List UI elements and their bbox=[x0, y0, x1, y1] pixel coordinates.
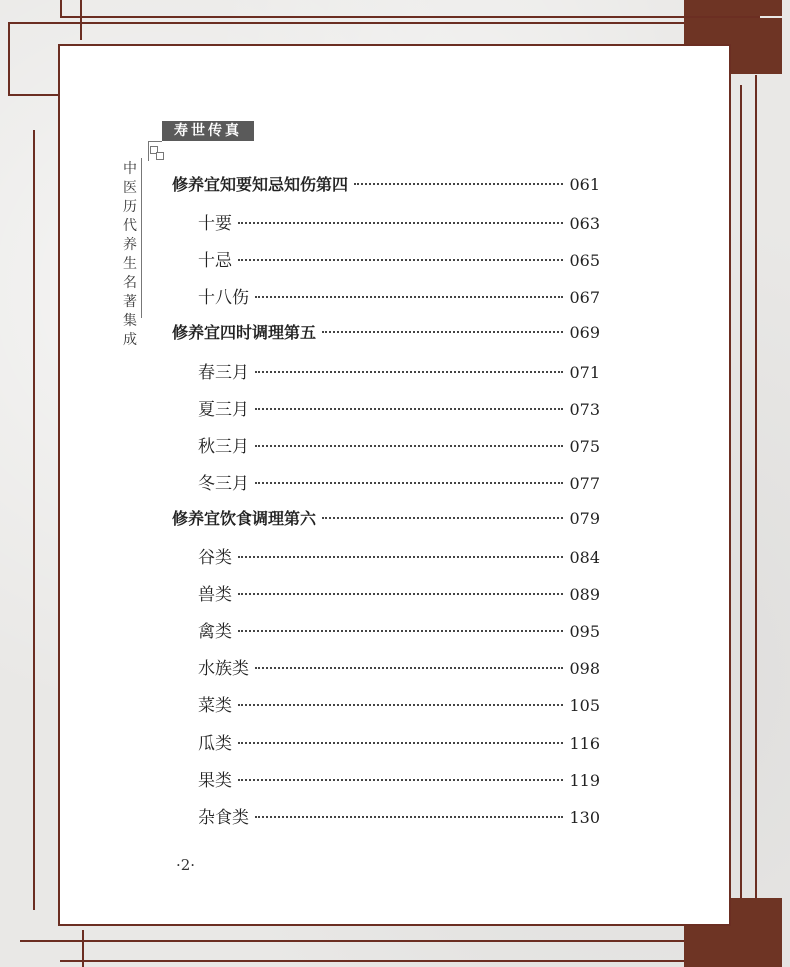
toc-entry-page: 089 bbox=[569, 585, 600, 605]
toc-section-row[interactable] bbox=[198, 246, 600, 270]
frame-line bbox=[8, 22, 10, 96]
toc-entry-page: 077 bbox=[569, 473, 600, 493]
toc-chapter-row[interactable] bbox=[172, 172, 600, 196]
toc-leader-dots bbox=[255, 445, 563, 447]
toc-entry-title: 十要 bbox=[198, 214, 232, 235]
toc-entry-title: 瓜类 bbox=[198, 733, 232, 754]
toc-leader-dots bbox=[255, 667, 563, 669]
tag-connector-box bbox=[156, 152, 164, 160]
toc-entry-page: 098 bbox=[569, 659, 600, 679]
toc-leader-dots bbox=[238, 593, 563, 595]
toc-entry-page: 071 bbox=[569, 362, 600, 382]
frame-line bbox=[60, 960, 760, 962]
toc-section-row[interactable] bbox=[198, 654, 600, 678]
toc-leader-dots bbox=[255, 482, 563, 484]
toc-entry-page: 119 bbox=[569, 770, 600, 790]
toc-section-row[interactable] bbox=[198, 729, 600, 753]
toc-entry-page: 073 bbox=[569, 399, 600, 419]
toc-section-row[interactable] bbox=[198, 766, 600, 790]
toc-section-row[interactable] bbox=[198, 617, 600, 641]
frame-line bbox=[755, 75, 757, 915]
toc-entry-page: 084 bbox=[569, 548, 600, 567]
toc-entry-page: 061 bbox=[569, 175, 600, 194]
toc-leader-dots bbox=[322, 517, 563, 519]
toc-entry-title: 修养宜饮食调理第六 bbox=[172, 508, 317, 528]
toc-entry-title: 十忌 bbox=[198, 251, 232, 272]
toc-leader-dots bbox=[322, 331, 563, 333]
toc-entry-title: 杂食类 bbox=[198, 807, 249, 828]
toc-entry-title: 修养宜四时调理第五 bbox=[172, 323, 317, 343]
frame-line bbox=[20, 940, 740, 942]
toc-entry-title: 禽类 bbox=[198, 622, 232, 643]
toc-leader-dots bbox=[255, 408, 563, 410]
toc-leader-dots bbox=[255, 371, 563, 373]
toc-entry-page: 069 bbox=[569, 323, 600, 343]
toc-entry-title: 果类 bbox=[198, 770, 232, 791]
toc-entry-title: 菜类 bbox=[198, 696, 232, 717]
toc-leader-dots bbox=[238, 704, 563, 706]
toc-entry-page: 065 bbox=[569, 251, 600, 271]
toc-entry-title: 修养宜知要知忌知伤第四 bbox=[172, 175, 349, 194]
toc-entry-title: 十八伤 bbox=[198, 288, 249, 309]
toc-leader-dots bbox=[238, 742, 563, 744]
toc-leader-dots bbox=[354, 183, 563, 185]
toc-entry-page: 067 bbox=[569, 288, 600, 308]
toc-entry-page: 105 bbox=[569, 696, 600, 716]
toc-section-row[interactable] bbox=[198, 209, 600, 233]
toc-entry-page: 116 bbox=[569, 733, 600, 753]
toc-entry-title: 兽类 bbox=[198, 585, 232, 606]
tag-side-line bbox=[141, 158, 142, 318]
toc-entry-title: 秋三月 bbox=[198, 436, 249, 457]
toc-section-row[interactable] bbox=[198, 691, 600, 715]
frame-line bbox=[8, 22, 708, 24]
toc-section-row[interactable] bbox=[198, 543, 600, 567]
toc-section-row[interactable] bbox=[198, 432, 600, 456]
toc-section-row[interactable] bbox=[198, 469, 600, 493]
frame-line bbox=[80, 0, 82, 40]
toc-entry-page: 130 bbox=[569, 807, 600, 827]
toc-entry-title: 水族类 bbox=[198, 659, 249, 680]
toc-section-row[interactable] bbox=[198, 358, 600, 382]
toc-leader-dots bbox=[238, 630, 563, 632]
toc-section-row[interactable] bbox=[198, 580, 600, 604]
toc-leader-dots bbox=[238, 222, 563, 224]
toc-entry-title: 冬三月 bbox=[198, 473, 249, 494]
series-tag: 寿世传真 bbox=[162, 121, 254, 141]
toc-entry-title: 谷类 bbox=[198, 548, 232, 568]
toc-leader-dots bbox=[238, 259, 563, 261]
toc-entry-title: 夏三月 bbox=[198, 399, 249, 420]
frame-line bbox=[60, 16, 760, 18]
collection-title: 中医历代养生名著集成 bbox=[123, 161, 137, 348]
toc-entry-page: 063 bbox=[569, 214, 600, 234]
frame-line bbox=[33, 130, 35, 910]
toc-leader-dots bbox=[238, 556, 563, 558]
toc-entry-page: 079 bbox=[569, 508, 600, 528]
toc-entry-title: 春三月 bbox=[198, 362, 249, 383]
frame-line bbox=[740, 85, 742, 915]
frame-line bbox=[82, 930, 84, 967]
toc-chapter-row[interactable] bbox=[172, 320, 600, 344]
corner-block bbox=[684, 0, 782, 16]
toc-leader-dots bbox=[255, 816, 563, 818]
toc-leader-dots bbox=[255, 296, 563, 298]
toc-section-row[interactable] bbox=[198, 395, 600, 419]
toc-chapter-row[interactable] bbox=[172, 506, 600, 530]
toc-leader-dots bbox=[238, 779, 563, 781]
toc-section-row[interactable] bbox=[198, 803, 600, 827]
toc-entry-page: 095 bbox=[569, 622, 600, 642]
page-number: ·2· bbox=[176, 856, 196, 874]
toc-section-row[interactable] bbox=[198, 283, 600, 307]
frame-line bbox=[8, 94, 60, 96]
toc-entry-page: 075 bbox=[569, 436, 600, 456]
tag-connector-line bbox=[148, 141, 149, 161]
tag-connector-line bbox=[148, 141, 162, 142]
